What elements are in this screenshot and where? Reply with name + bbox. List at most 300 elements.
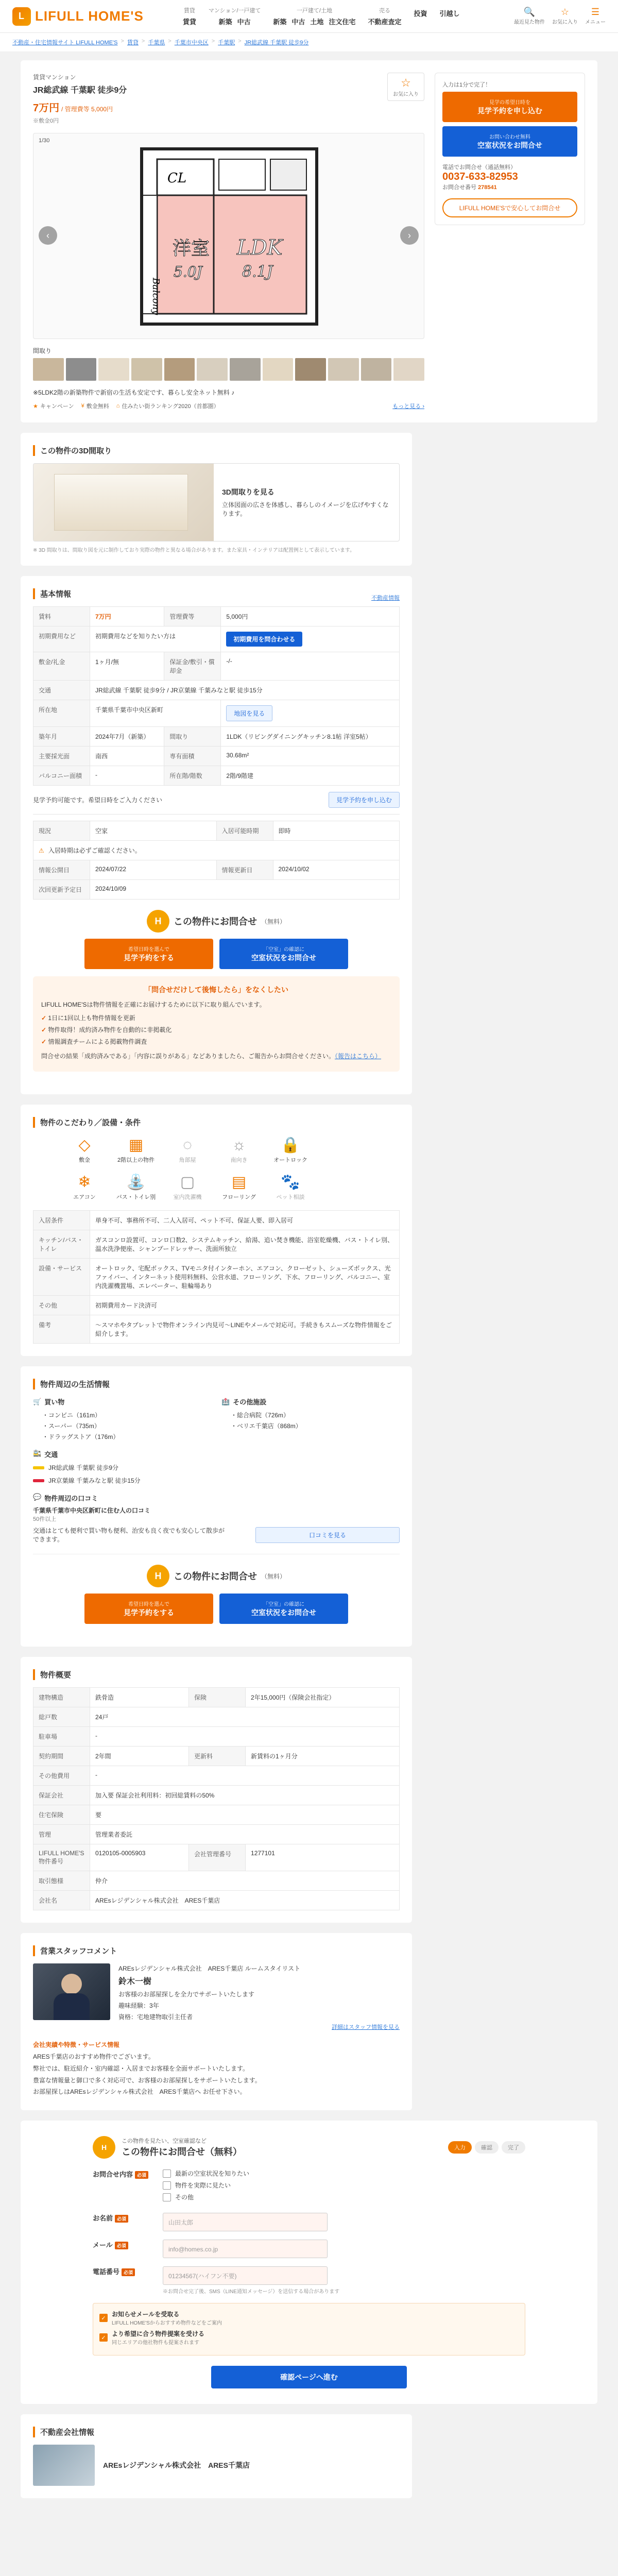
nav-link[interactable]: 賃貸 bbox=[182, 18, 196, 26]
feature-label: 角部屋 bbox=[179, 1157, 196, 1163]
nav-group bbox=[209, 6, 261, 26]
move-in-warning: 入居時期は必ずご確認ください。 bbox=[48, 847, 141, 854]
management-fee: / 管理費等 5,000円 bbox=[61, 106, 113, 113]
row-value: 5,000円 bbox=[221, 607, 400, 626]
feature-item bbox=[270, 1135, 311, 1164]
trust-report-link[interactable]: （報告はこちら） bbox=[335, 1053, 382, 1060]
thumbnail-image[interactable] bbox=[197, 358, 228, 381]
row-key: 総戸数 bbox=[33, 1707, 90, 1727]
nav-group-caption: 一戸建て/土地 bbox=[296, 8, 332, 14]
row-key: 管理費等 bbox=[164, 607, 221, 626]
row-value: 1277101 bbox=[246, 1844, 400, 1871]
feature-item bbox=[115, 1135, 157, 1164]
nav-group-caption: 賃貸 bbox=[183, 8, 195, 14]
list-item: ・ ドラッグストア（176m） bbox=[42, 1431, 211, 1442]
feature-icon: ◌ bbox=[183, 1137, 192, 1154]
nav-link[interactable]: 土地 bbox=[310, 18, 324, 26]
row-key: 住宅保険 bbox=[33, 1805, 90, 1825]
feature-icons bbox=[33, 1135, 400, 1201]
visit-request-inline-button[interactable]: 見学予約を申し込む bbox=[329, 792, 400, 808]
gallery-prev-button[interactable]: ‹ bbox=[39, 226, 57, 245]
inquiry-options bbox=[163, 2169, 525, 2205]
row-value: - bbox=[90, 766, 164, 786]
newsletter-sub: LIFULL HOME'Sからおすすめ物件などをご案内 bbox=[112, 2320, 222, 2327]
company-feature-line: お部屋探しはAREsレジデンシャル株式会社 ARES千葉店へ お任せ下さい。 bbox=[33, 2088, 246, 2096]
nav-link[interactable]: 投資 bbox=[414, 10, 427, 18]
table-row bbox=[33, 1766, 400, 1786]
header-tool-icon: ☆ bbox=[560, 7, 570, 17]
status-label: 現況 bbox=[33, 821, 90, 841]
row-value: 新賃料の1ヶ月分 bbox=[246, 1747, 400, 1766]
feature-tag bbox=[81, 402, 109, 410]
header-tool-label: 最近見た物件 bbox=[514, 20, 545, 25]
phone-input[interactable]: 01234567(ハイフン不要) bbox=[163, 2266, 328, 2285]
form-step: 完了 bbox=[502, 2141, 525, 2154]
next-update-label: 次回更新予定日 bbox=[33, 880, 90, 900]
staff-company: AREsレジデンシャル株式会社 ARES千葉店 ルームスタイリスト bbox=[118, 1965, 301, 1972]
opt-in-box bbox=[93, 2303, 525, 2355]
thumbnail-image[interactable] bbox=[263, 358, 294, 381]
nav-link[interactable]: 不動産査定 bbox=[368, 18, 402, 26]
row-key: 専有面積 bbox=[164, 747, 221, 766]
tag-icon: ★ bbox=[33, 403, 38, 410]
table-row bbox=[33, 681, 400, 700]
staff-cert: 宅地建物取引主任者 bbox=[137, 2013, 193, 2021]
row-value: 初期費用などを知りたい方は bbox=[90, 626, 221, 652]
inquiry-option-label: 最新の空室状況を知りたい bbox=[175, 2170, 250, 2178]
header-tool-icon: 🔍 bbox=[523, 7, 536, 17]
feature-label: オートロック bbox=[273, 1157, 307, 1163]
nav-group bbox=[273, 6, 355, 26]
trust-item: ✓ 1日に1回以上も物件情報を更新 bbox=[41, 1012, 391, 1024]
thumbnail-image[interactable] bbox=[33, 358, 64, 381]
row-key: 保証会社 bbox=[33, 1786, 90, 1805]
contact-vacancy-sub: 「空室」の確認に bbox=[263, 1602, 304, 1607]
staff-hobby-label: 趣味経験 bbox=[118, 2002, 144, 2009]
thumbnail-image[interactable] bbox=[66, 358, 97, 381]
property-summary bbox=[21, 60, 597, 422]
vr-card[interactable] bbox=[33, 463, 400, 541]
plan-room-label: 洋室 bbox=[173, 238, 210, 259]
table-row bbox=[33, 1805, 400, 1825]
trust-box bbox=[33, 976, 400, 1072]
required-badge: 必須 bbox=[115, 2242, 128, 2249]
table-row bbox=[33, 727, 400, 747]
breadcrumb-separator: > bbox=[121, 38, 124, 44]
header-tool-button[interactable] bbox=[552, 7, 578, 25]
row-value: ガスコンロ設置可、コンロ口数2、システムキッチン、給湯、追い焚き機能、浴室乾燥機、バス・トイレ別、温水洗浄便座、シャンプードレッサー、洗面所独立 bbox=[90, 1230, 400, 1259]
table-row bbox=[33, 1230, 400, 1259]
inquiry-option-checkbox[interactable] bbox=[163, 2169, 525, 2178]
inquiry-option-label: その他 bbox=[175, 2194, 194, 2201]
contact-vacancy-label: 空室状況をお問合せ bbox=[251, 1608, 316, 1617]
contact-visit-button[interactable] bbox=[84, 1594, 213, 1624]
feature-label: フローリング bbox=[222, 1194, 256, 1200]
plan-room-size: 5.0J bbox=[174, 263, 202, 280]
header-tools bbox=[514, 7, 606, 25]
surroundings-section bbox=[21, 1366, 412, 1647]
feature-label: バス・トイレ別 bbox=[116, 1194, 156, 1200]
name-input[interactable]: 山田太郎 bbox=[163, 2213, 328, 2231]
row-key: その他 bbox=[33, 1296, 90, 1315]
trust-foot: 問合せの結果「成約済みである」「内容に誤りがある」などありましたら、ご報告からお問合せください。 bbox=[41, 1053, 335, 1060]
nav-link[interactable]: 引越し bbox=[439, 10, 460, 18]
row-key: 備考 bbox=[33, 1315, 90, 1344]
row-value: 2年間 bbox=[90, 1747, 189, 1766]
phone-label-form: 電話番号 bbox=[93, 2268, 120, 2276]
breadcrumb-link[interactable]: JR総武線 千葉駅 徒歩9分 bbox=[244, 40, 309, 46]
feature-icon: 🔒 bbox=[281, 1137, 300, 1154]
check-icon: ✓ bbox=[99, 2314, 108, 2322]
staff-photo bbox=[33, 1963, 110, 2020]
visit-request-button[interactable] bbox=[442, 92, 577, 122]
plan-ldk-size: 8.1J bbox=[242, 263, 273, 281]
breadcrumb-link[interactable]: 賃貸 bbox=[127, 40, 139, 46]
breadcrumb-separator: > bbox=[238, 38, 242, 44]
row-value: 1LDK（リビングダイニングキッチン8.1帖 洋室5帖） bbox=[221, 727, 400, 747]
reviews-button[interactable]: 口コミを見る bbox=[255, 1527, 400, 1543]
site-logo[interactable] bbox=[12, 7, 144, 26]
form-step: 入力 bbox=[448, 2141, 472, 2154]
review-icon: 💬 bbox=[33, 1493, 42, 1501]
property-sidebar bbox=[435, 73, 585, 410]
feature-item bbox=[167, 1172, 208, 1201]
contact-title: この物件にお問合せ bbox=[173, 1571, 257, 1582]
feature-icon: ⛲ bbox=[126, 1174, 146, 1191]
plan-cl-label: CL bbox=[167, 171, 187, 186]
staff-section: 営業スタッフコメント AREsレジデンシャル株式会社 ARES千葉店 ルームスタイリスト 鈴木一樹 お客様のお部屋探しを全力でサポートいたします 趣味経験：3年 資格：宅地建物取引主任者 詳細はスタッフ情報を見る 会社実績や特徴・サービス情報 ARES千葉店のおすすめ物件でございます。 弊社では、駐近紹介・室内確認・入居までお客様を全面サポートいたします。 豊富な情報量と御口で多く対応可で、お客様のお部屋探しをサポートいたします。 お部屋探しはAREsレジデンシャル株式会社 ARES千葉店へ お任せ下さい。 bbox=[21, 1933, 412, 2110]
proposal-sub: 同じエリアの他社物件も提案されます bbox=[112, 2340, 199, 2346]
nav-group bbox=[183, 6, 196, 26]
row-value: 7万円 bbox=[90, 607, 164, 626]
table-row bbox=[33, 1211, 400, 1230]
row-value: 30.68m² bbox=[221, 747, 400, 766]
thumbnails-label: 間取り bbox=[33, 347, 52, 354]
gallery-counter: 1/30 bbox=[39, 138, 50, 144]
status-table bbox=[33, 821, 400, 900]
inquiry-option-checkbox[interactable] bbox=[163, 2193, 525, 2201]
feature-item bbox=[115, 1172, 157, 1201]
deposit-note: ※敷金0円 bbox=[33, 118, 59, 124]
email-input[interactable]: info@homes.co.jp bbox=[163, 2240, 328, 2258]
table-row bbox=[33, 652, 400, 681]
submit-button[interactable]: 確認ページへ進む bbox=[211, 2366, 407, 2388]
nav-link[interactable]: 中古 bbox=[291, 18, 305, 26]
inquiry-option-label: 物件を実際に見たい bbox=[175, 2182, 231, 2190]
breadcrumb-link[interactable]: 千葉駅 bbox=[218, 40, 235, 46]
contact-free: （無料） bbox=[261, 1572, 286, 1580]
phone-number[interactable]: 0037-633-82953 bbox=[442, 171, 518, 182]
inquiry-form bbox=[21, 2121, 597, 2404]
line-text: JR京葉線 千葉みなと駅 徒歩15分 bbox=[48, 1477, 141, 1484]
row-value: ～スマホやタブレットで物件オンライン内見可～LINEやメールで対応可。手続きもスムーズな物件情報をご紹介します。 bbox=[90, 1315, 400, 1344]
email-label: メール bbox=[93, 2241, 113, 2249]
building-icon: 🏥 bbox=[221, 1397, 230, 1405]
row-key: 所在地 bbox=[33, 700, 90, 727]
plan-balcony-label: Balcony bbox=[150, 278, 161, 315]
row-key: 取引態様 bbox=[33, 1871, 90, 1891]
breadcrumb-link[interactable]: 千葉市中央区 bbox=[174, 40, 209, 46]
header-tool-button[interactable] bbox=[514, 7, 545, 25]
floor-plan-image[interactable] bbox=[136, 144, 322, 329]
breadcrumb-separator: > bbox=[168, 38, 171, 44]
nav-group bbox=[439, 6, 459, 26]
newsletter-checkbox[interactable] bbox=[99, 2310, 519, 2326]
contact-visit-sub: 希望日時を選んで bbox=[128, 947, 169, 953]
trust-badge: LIFULL HOME'Sで安心してお問合せ bbox=[442, 198, 577, 217]
mascot-icon: H bbox=[147, 910, 169, 933]
row-key: 敷金/礼金 bbox=[33, 652, 90, 681]
property-type: 賃貸マンション bbox=[33, 74, 76, 81]
row-key: 入居条件 bbox=[33, 1211, 90, 1230]
nav-link[interactable]: 新築 bbox=[218, 18, 232, 26]
next-update-value: 2024/10/09 bbox=[90, 880, 400, 900]
staff-detail-link[interactable]: 詳細はスタッフ情報を見る bbox=[332, 2024, 400, 2031]
proposal-checkbox[interactable] bbox=[99, 2329, 519, 2346]
star-icon: ☆ bbox=[401, 76, 411, 89]
photo-gallery bbox=[33, 133, 424, 339]
row-value: 24戸 bbox=[90, 1707, 400, 1727]
contact-title: この物件にお問合せ bbox=[173, 917, 257, 927]
required-badge: 必須 bbox=[115, 2215, 128, 2223]
move-in-label: 入居可能時期 bbox=[216, 821, 273, 841]
shopping-list bbox=[33, 1410, 211, 1442]
row-key: バルコニー面積 bbox=[33, 766, 90, 786]
header-tool-label: お気に入り bbox=[552, 20, 578, 25]
line-color-swatch bbox=[33, 1479, 44, 1482]
transport-title: 交通 bbox=[44, 1451, 58, 1459]
nav-group-caption: 売る bbox=[379, 8, 390, 14]
row-key: 所在階/階数 bbox=[164, 766, 221, 786]
table-row bbox=[33, 1747, 400, 1766]
breadcrumb-link[interactable]: 不動産・住宅情報サイト LIFULL HOME'S bbox=[12, 40, 118, 46]
property-main bbox=[33, 73, 424, 410]
checkbox-box bbox=[163, 2170, 171, 2178]
surroundings-title: 物件周辺の生活情報 bbox=[33, 1379, 400, 1389]
rent-price: 7万円 bbox=[33, 103, 60, 114]
vr-text: 立体図面の広さを体感し、暮らしのイメージを広げやすくなります。 bbox=[222, 501, 389, 517]
status-value: 空家 bbox=[90, 821, 217, 841]
feature-label: 南向き bbox=[230, 1157, 248, 1163]
contact-free: （無料） bbox=[261, 918, 286, 925]
table-row bbox=[33, 1844, 400, 1871]
thumbnail-image[interactable] bbox=[164, 358, 195, 381]
row-key: 主要採光面 bbox=[33, 747, 90, 766]
main-container bbox=[21, 52, 597, 2498]
form-step: 確認 bbox=[475, 2141, 499, 2154]
logo-text: LIFULL HOME'S bbox=[35, 8, 144, 24]
train-lines bbox=[33, 1463, 400, 1485]
favorite-button[interactable] bbox=[387, 73, 424, 101]
table-row bbox=[33, 1259, 400, 1296]
trust-title: 「問合せだけして後悔したら」をなくしたい bbox=[144, 986, 288, 994]
row-value: - bbox=[90, 1766, 400, 1786]
feature-icon: ❄ bbox=[78, 1174, 91, 1191]
thumbnail-image[interactable] bbox=[98, 358, 129, 381]
vr-section-title: この物件の3D間取り bbox=[33, 445, 400, 456]
row-value: 初期費用カード決済可 bbox=[90, 1296, 400, 1315]
row-action-cell bbox=[221, 700, 400, 727]
nav-link[interactable]: 新築 bbox=[273, 18, 287, 26]
row-key: 管理 bbox=[33, 1825, 90, 1844]
basic-info-title: 基本情報 bbox=[33, 588, 71, 599]
feature-icon: 🐾 bbox=[281, 1174, 300, 1191]
site-header bbox=[0, 0, 618, 33]
other-facilities-list bbox=[221, 1410, 400, 1431]
basic-info-table bbox=[33, 606, 400, 786]
nav-group bbox=[414, 6, 427, 26]
table-row bbox=[33, 1707, 400, 1727]
thumbnail-image[interactable] bbox=[361, 358, 392, 381]
nav-link[interactable]: 中古 bbox=[237, 18, 251, 26]
staff-title: 営業スタッフコメント bbox=[33, 1945, 400, 1956]
thumbnail-image[interactable] bbox=[328, 358, 359, 381]
overview-section bbox=[21, 1657, 412, 1923]
mascot-icon: H bbox=[147, 1565, 169, 1587]
row-action-button[interactable]: 初期費用を問合わせる bbox=[226, 632, 302, 647]
train-icon: 🚉 bbox=[33, 1449, 42, 1457]
contact-vacancy-sub: 「空室」の確認に bbox=[263, 947, 304, 953]
transport-block bbox=[33, 1449, 400, 1485]
info-date-value: 2024/07/22 bbox=[90, 860, 217, 880]
thumbnail-image[interactable] bbox=[230, 358, 261, 381]
other-facilities-title: その他施設 bbox=[233, 1398, 267, 1406]
table-row bbox=[33, 607, 400, 626]
thumbnail-image[interactable] bbox=[393, 358, 424, 381]
table-row bbox=[33, 1786, 400, 1805]
row-key: 築年月 bbox=[33, 727, 90, 747]
basic-info-link[interactable]: 不動産情報 bbox=[371, 595, 400, 601]
tags-more-link[interactable]: もっと見る › bbox=[392, 403, 424, 410]
row-action-cell bbox=[221, 626, 400, 652]
feature-item bbox=[64, 1172, 105, 1201]
favorite-label: お気に入り bbox=[393, 92, 419, 97]
row-key: 交通 bbox=[33, 681, 90, 700]
feature-icon: ☼ bbox=[232, 1137, 246, 1154]
contact-visit-button[interactable] bbox=[84, 939, 213, 969]
row-action-button[interactable]: 地図を見る bbox=[226, 705, 272, 721]
contact-vacancy-button[interactable] bbox=[219, 939, 348, 969]
gallery-next-button[interactable]: › bbox=[400, 226, 419, 245]
list-item: ・ ベリエ千葉店（868m） bbox=[231, 1420, 400, 1431]
vacancy-inquiry-label: 空室状況をお問合せ bbox=[477, 141, 542, 149]
phone-contact bbox=[442, 163, 577, 191]
main-nav bbox=[183, 6, 460, 26]
vacancy-inquiry-sub: お問い合わせ無料 bbox=[489, 134, 530, 140]
row-key: 更新料 bbox=[189, 1747, 246, 1766]
row-value: 2階/9階建 bbox=[221, 766, 400, 786]
row-key: 保証金/敷引・償却金 bbox=[164, 652, 221, 681]
company-title: 不動産会社情報 bbox=[33, 2427, 400, 2437]
phone-id: 278541 bbox=[478, 184, 497, 191]
contact-vacancy-label: 空室状況をお問合せ bbox=[251, 954, 316, 962]
row-key: 駐車場 bbox=[33, 1727, 90, 1747]
checkbox-box bbox=[163, 2181, 171, 2190]
line-color-swatch bbox=[33, 1466, 44, 1469]
update-date-label: 情報更新日 bbox=[216, 860, 273, 880]
overview-table bbox=[33, 1687, 400, 1910]
table-row bbox=[33, 1727, 400, 1747]
feature-item bbox=[167, 1135, 208, 1164]
mascot-icon: H bbox=[93, 2136, 115, 2159]
row-key: 契約期間 bbox=[33, 1747, 90, 1766]
staff-comment: お客様のお部屋探しを全力でサポートいたします bbox=[118, 1991, 255, 1998]
feature-icon: ▤ bbox=[231, 1174, 247, 1191]
trust-list bbox=[41, 1012, 391, 1047]
trust-lead: LIFULL HOME'Sは物件情報を正確にお届けするために以下に取り組んでいます。 bbox=[41, 1001, 266, 1008]
phone-id-label: お問合せ番号 bbox=[442, 184, 476, 191]
list-item: ・ コンビニ（161m） bbox=[42, 1410, 211, 1420]
row-value: 1ヶ月/無 bbox=[90, 652, 164, 681]
row-key: 建物構造 bbox=[33, 1688, 90, 1707]
row-key: 初期費用など bbox=[33, 626, 90, 652]
table-row bbox=[33, 1825, 400, 1844]
visit-request-sub: 見学の希望日時を bbox=[489, 100, 530, 106]
list-item: ・ 総合病院（726m） bbox=[231, 1410, 400, 1420]
reviews-subtitle: 千葉県千葉市中央区新町に住む人の口コミ bbox=[33, 1507, 151, 1514]
contact-vacancy-button[interactable] bbox=[219, 1594, 348, 1624]
contact-visit-label: 見学予約をする bbox=[124, 954, 174, 962]
newsletter-label: お知らせメールを受取る bbox=[112, 2311, 180, 2318]
tag-icon: ¥ bbox=[81, 403, 84, 409]
update-date-value: 2024/10/02 bbox=[273, 860, 400, 880]
tag-label: キャンペーン bbox=[40, 403, 74, 410]
table-row bbox=[33, 626, 400, 652]
row-key: 会社管理番号 bbox=[189, 1844, 246, 1871]
nav-link[interactable]: 注文住宅 bbox=[329, 18, 356, 26]
row-key: 設備・サービス bbox=[33, 1259, 90, 1296]
breadcrumb bbox=[0, 33, 618, 52]
row-value: オートロック、宅配ボックス、TVモニタ付インターホン、エアコン、クローゼット、シューズボックス、光ファイバー、インターネット使用料無料、公営水道、フローリング、下水、フローリング、バルコニー、室内洗濯機置場、エレベーター、駐輪場あり bbox=[90, 1259, 400, 1296]
table-row bbox=[33, 766, 400, 786]
header-tool-button[interactable] bbox=[585, 7, 606, 25]
nav-group-caption: マンション/一戸建て bbox=[208, 8, 261, 14]
breadcrumb-link[interactable]: 千葉県 bbox=[148, 40, 165, 46]
thumbnail-image[interactable] bbox=[131, 358, 162, 381]
table-row bbox=[33, 1688, 400, 1707]
row-value: 南西 bbox=[90, 747, 164, 766]
staff-cert-label: 資格 bbox=[118, 2013, 131, 2021]
feature-item bbox=[64, 1135, 105, 1164]
row-key: 間取り bbox=[164, 727, 221, 747]
form-intro: この物件を見たい、空室確認など bbox=[122, 2138, 207, 2145]
row-value: 仲介 bbox=[90, 1871, 400, 1891]
row-key: LIFULL HOME'S物件番号 bbox=[33, 1844, 90, 1871]
feature-icon: ▢ bbox=[180, 1174, 195, 1191]
feature-label: ペット相談 bbox=[276, 1194, 305, 1200]
proposal-label: より希望に合う物件提案を受ける bbox=[112, 2330, 205, 2338]
table-row bbox=[33, 1315, 400, 1344]
row-key: その他費用 bbox=[33, 1766, 90, 1786]
vacancy-inquiry-button[interactable] bbox=[442, 126, 577, 157]
inquiry-option-checkbox[interactable] bbox=[163, 2181, 525, 2190]
feature-item bbox=[218, 1135, 260, 1164]
vr-note: ※ 3D 間取りは、間取り図を元に制作しており実際の物件と異なる場合があります。また家具・インテリアは配置例として表示しています。 bbox=[33, 548, 355, 553]
feature-label: 2階以上の物件 bbox=[117, 1157, 155, 1163]
feature-icon: ▦ bbox=[128, 1137, 144, 1154]
contact-block-1 bbox=[33, 900, 400, 1082]
company-feature-line: 豊富な情報量と御口で多く対応可で、お客様のお部屋探しをサポートいたします。 bbox=[33, 2076, 261, 2084]
company-name[interactable]: AREsレジデンシャル株式会社 ARES千葉店 bbox=[103, 2461, 250, 2470]
thumbnail-image[interactable] bbox=[295, 358, 326, 381]
features-table bbox=[33, 1210, 400, 1344]
tag-label: 住みたい街ランキング2020（首都圏） bbox=[122, 403, 219, 410]
name-label: お名前 bbox=[93, 2214, 113, 2223]
vr-section bbox=[21, 433, 412, 566]
train-line bbox=[33, 1476, 400, 1485]
form-title: この物件にお問合せ（無料） bbox=[122, 2147, 242, 2158]
feature-icon: ◇ bbox=[78, 1137, 91, 1154]
